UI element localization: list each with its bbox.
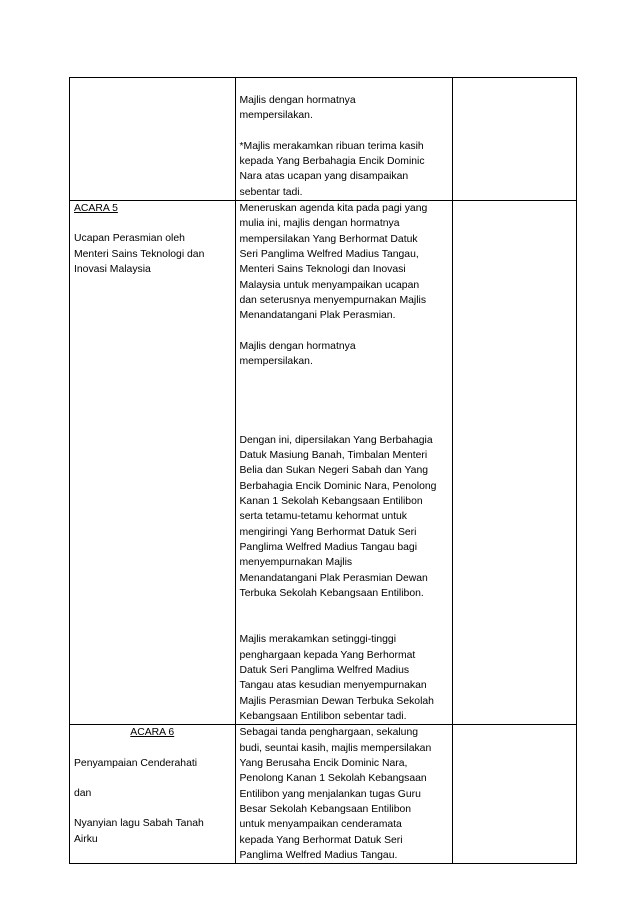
notes-cell <box>453 201 577 725</box>
event-cell <box>70 725 236 864</box>
program-table <box>69 77 577 864</box>
event-title: Nyanyian lagu Sabah Tanah Airku <box>74 818 204 845</box>
script-paragraph: Sebagai tanda penghargaan, sekalung budi, seuntai kasih, majlis mempersilakan Yang Berusaha Encik Dominic Nara, Penolong Kanan 1 Sekolah Kebangsaan Entilibon yang menjalankan tugas Guru Besar Sekolah Kebangsaan Entilibon untuk menyampaikan cenderamata kepada Yang Berhormat Datuk Seri Panglima Welfred Madius Tangau. <box>239 727 432 862</box>
table-row <box>70 78 577 201</box>
event-cell <box>70 78 236 201</box>
event-title: Ucapan Perasmian oleh Menteri Sains Teknologi dan Inovasi Malaysia <box>74 233 205 276</box>
script-paragraph: Majlis merakamkan setinggi-tinggi penghargaan kepada Yang Berhormat Datuk Seri Panglima Welfred Madius Tangau atas kesudian menyempurnakan Majlis Perasmian Dewan Terbuka Sekolah Kebangsaan Entilibon sebentar tadi. <box>239 634 434 722</box>
event-heading: ACARA 5 <box>74 203 118 215</box>
table-row <box>70 201 577 725</box>
script-paragraph: Meneruskan agenda kita pada pagi yang mulia ini, majlis dengan hormatnya mempersilakan Yang Berhormat Datuk Seri Panglima Welfred Madius Tangau, Menteri Sains Teknologi dan Inovasi Malaysia untuk menyampaikan ucapan dan seterusnya menyempurnakan Majlis Menandatangani Plak Perasmian. <box>239 203 428 322</box>
script-paragraph: Majlis dengan hormatnya mempersilakan. <box>239 340 356 368</box>
script-cell <box>235 725 453 864</box>
script-paragraph: Majlis dengan hormatnya mempersilakan. <box>239 95 356 122</box>
script-paragraph: *Majlis merakamkan ribuan terima kasih kepada Yang Berbahagia Encik Dominic Nara atas ucapan yang disampaikan sebentar tadi. <box>239 140 425 198</box>
event-cell <box>70 201 236 725</box>
script-cell <box>235 201 453 725</box>
table-row <box>70 725 577 864</box>
event-title: Penyampaian Cenderahati <box>74 757 198 769</box>
script-cell <box>235 78 453 201</box>
event-title: dan <box>74 788 92 800</box>
notes-cell <box>453 78 577 201</box>
script-paragraph: Dengan ini, dipersilakan Yang Berbahagia Datuk Masiung Banah, Timbalan Menteri Belia dan Sukan Negeri Sabah dan Yang Berbahagia Encik Dominic Nara, Penolong Kanan 1 Sekolah Kebangsaan Entilibon serta tetamu-tetamu kehormat untuk mengiringi Yang Berhormat Datuk Seri Panglima Welfred Madius Tangau bagi menyempurnakan Majlis Menandatangani Plak Perasmian Dewan Terbuka Sekolah Kebangsaan Entilibon. <box>239 434 437 599</box>
event-heading: ACARA 6 <box>130 727 175 739</box>
notes-cell <box>453 725 577 864</box>
